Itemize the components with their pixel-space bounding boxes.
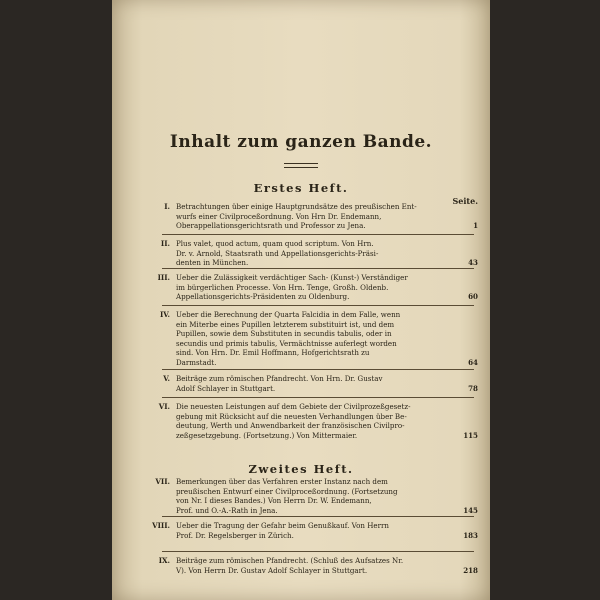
entry-divider — [162, 268, 474, 269]
entry-text-line: zeßgesetzgebung. (Fortsetzung.) Von Mittermaier. — [176, 430, 358, 440]
entry-text-line: Dr. v. Arnold, Staatsrath und Appellationsgerichts-Präsi- — [176, 248, 379, 258]
entry-divider — [162, 234, 474, 235]
entry-page-number: 115 — [463, 430, 478, 440]
entry-text-line: Betrachtungen über einige Hauptgrundsätze des preußischen Ent- — [176, 202, 417, 211]
entry-text-line: gebung mit Rücksicht auf die neuesten Verhandlungen über Be- — [176, 411, 407, 421]
entry-text-line: Die neuesten Leistungen auf dem Gebiete der Civilprozeßgesetz- — [176, 402, 411, 411]
entry-text-line: Appellationsgerichts-Präsidenten zu Oldenburg. — [176, 292, 350, 301]
entry-text-line: Beiträge zum römischen Pfandrecht. Von Hrn. Dr. Gustav — [176, 374, 383, 383]
entry-text-line: secundis und primis tabulis, Vermächtnisse auferlegt worden — [176, 338, 397, 348]
entry-text-line: Darmstadt. — [176, 357, 217, 367]
entry-text-line: Ueber die Tragung der Gefahr beim Genußkauf. Von Herrn — [176, 521, 389, 530]
entry-divider — [162, 305, 474, 306]
section-heading-2: Zweites Heft. — [248, 462, 354, 476]
entry-page-number: 64 — [468, 357, 478, 367]
entry-divider — [162, 369, 474, 370]
entry-text-line: Plus valet, quod actum, quam quod scriptum. Von Hrn. — [176, 239, 374, 248]
entry-number: IX. — [158, 556, 170, 565]
entry-text-line: V). Von Herrn Dr. Gustav Adolf Schlayer in Stuttgart. — [176, 565, 368, 575]
entry-number: V. — [163, 374, 170, 383]
entry-divider — [162, 551, 474, 552]
entry-number: III. — [157, 273, 170, 282]
entry-number: VIII. — [152, 521, 170, 530]
page-column-label: Seite. — [452, 196, 478, 206]
entry-text-line: Prof. Dr. Regelsberger in Zürich. — [176, 530, 294, 540]
entry-text-line: Adolf Schlayer in Stuttgart. — [176, 383, 276, 393]
entry-number: VII. — [155, 477, 170, 486]
entry-text-line: Prof. und O.-A.-Rath in Jena. — [176, 505, 278, 515]
entry-page-number: 145 — [463, 505, 478, 515]
entry-number: II. — [160, 239, 170, 248]
entry-number: I. — [164, 202, 170, 211]
entry-page-number: 78 — [468, 383, 478, 393]
entry-text-line: ein Miterbe eines Pupillen letzterem substituirt ist, und dem — [176, 319, 395, 329]
page-title: Inhalt zum ganzen Bande. — [169, 132, 433, 152]
entry-text-line: Ueber die Zulässigkeit verdächtiger Sach- (Kunst-) Verständiger — [176, 273, 408, 282]
entry-text-line: deutung, Werth und Anwendbarkeit der französischen Civilpro- — [176, 421, 405, 430]
entry-page-number: 43 — [468, 258, 478, 267]
entry-number: VI. — [158, 402, 170, 411]
entry-number: IV. — [159, 310, 170, 319]
entry-text-line: im bürgerlichen Processe. Von Hrn. Tenge, Großh. Oldenb. — [176, 282, 389, 292]
entry-text-line: Bemerkungen über das Verfahren erster Instanz nach dem — [176, 477, 388, 486]
entry-text-line: Ueber die Berechnung der Quarta Falcidia in dem Falle, wenn — [176, 310, 401, 319]
entry-text-line: Oberappellationsgerichtsrath und Professor zu Jena. — [176, 221, 366, 230]
entry-divider — [162, 516, 474, 517]
entry-text-line: von Nr. I dieses Bandes.) Von Herrn Dr. W. Endemann, — [176, 496, 372, 505]
section-heading-1: Erstes Heft. — [253, 181, 349, 195]
entry-page-number: 218 — [463, 565, 478, 575]
entry-text-line: preußischen Entwurf einer Civilproceßordnung. (Fortsetzung — [176, 486, 398, 496]
entry-page-number: 183 — [463, 530, 478, 540]
entry-text-line: Pupillen, sowie dem Substituten in secundis tabulis, oder in — [176, 329, 392, 338]
entry-text-line: Beiträge zum römischen Pfandrecht. (Schluß des Aufsatzes Nr. — [176, 556, 404, 565]
entry-text-line: wurfs einer Civilproceßordnung. Von Hrn Dr. Endemann, — [176, 211, 382, 221]
entry-page-number: 60 — [468, 292, 478, 301]
book-page — [112, 0, 490, 600]
entry-text-line: sind. Von Hrn. Dr. Emil Hoffmann, Hofgerichtsrath zu — [176, 348, 370, 357]
entry-text-line: denten in München. — [176, 258, 249, 267]
entry-page-number: 1 — [473, 221, 478, 230]
entry-divider — [162, 397, 474, 398]
title-ornament — [284, 163, 318, 168]
